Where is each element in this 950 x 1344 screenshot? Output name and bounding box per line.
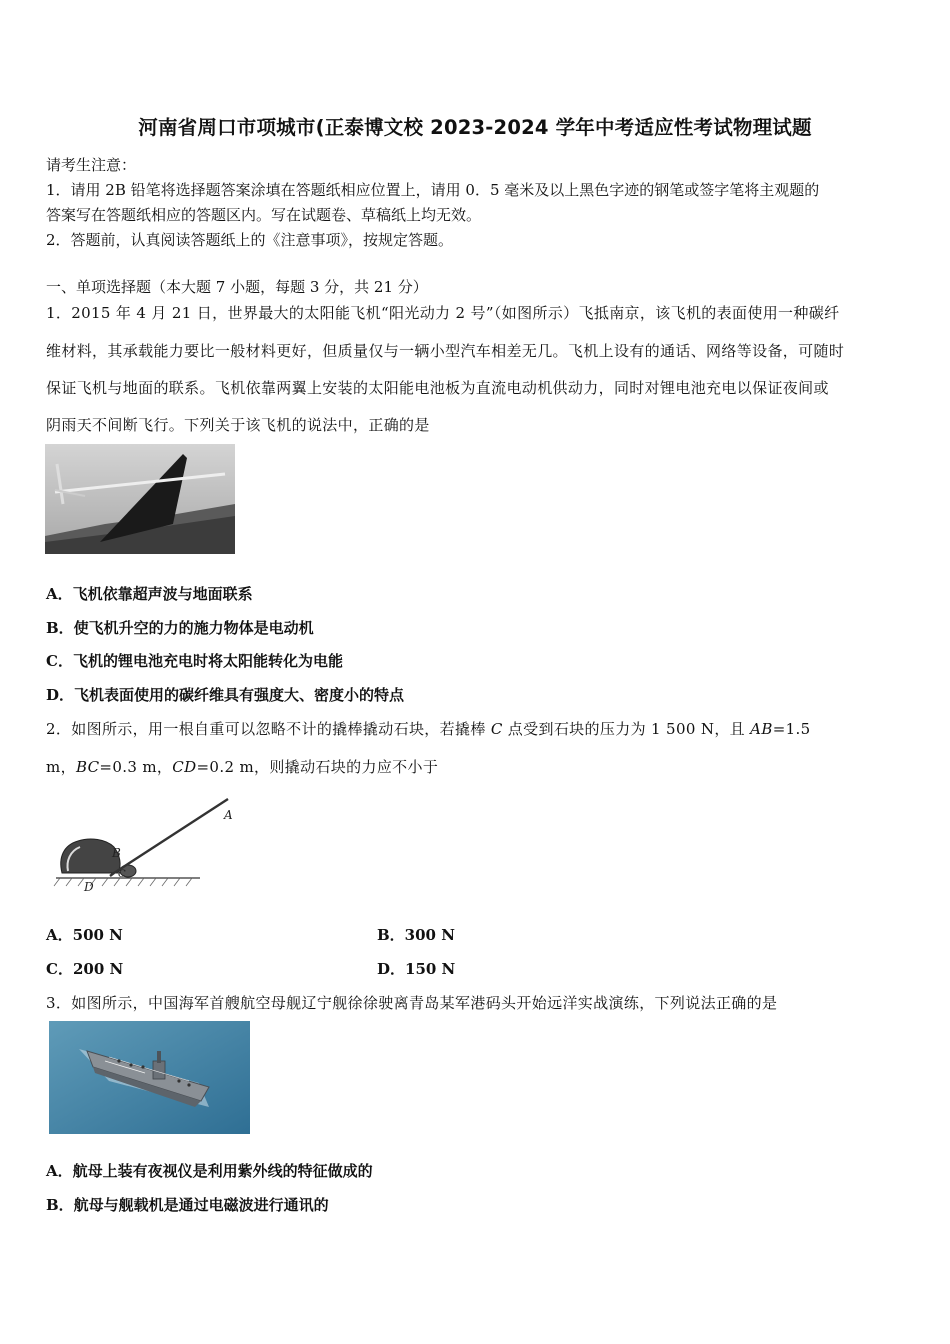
section-heading: 一、单项选择题（本大题 7 小题，每题 3 分，共 21 分） <box>46 278 428 296</box>
label-b: B <box>112 846 121 860</box>
q1-line-2: 维材料，其承载能力要比一般材料更好，但质量仅与一辆小型汽车相差无几。飞机上设有的通话、网络等设备，可随时 <box>46 342 845 360</box>
q2-line-1 <box>46 718 811 739</box>
q1-line-3: 保证飞机与地面的联系。飞机依靠两翼上安装的太阳能电池板为直流电动机供动力，同时对锂电池充电以保证夜间或 <box>46 379 829 397</box>
q1-option-c: C．飞机的锂电池充电时将太阳能转化为电能 <box>46 652 343 670</box>
q3-option-b: B．航母与舰载机是通过电磁波进行通讯的 <box>46 1196 329 1214</box>
label-c: C <box>118 869 126 880</box>
q2-text-2: 点受到石块的压力为 1 500 N，且 <box>502 720 751 738</box>
q2-text-5: =0.3 m， <box>99 758 173 776</box>
q2-seg-cd: CD <box>172 758 197 776</box>
q2-line-2 <box>46 756 438 777</box>
q2-option-a: A．500 N <box>46 926 123 944</box>
lever-diagram <box>50 795 250 895</box>
q3-line-1: 3．如图所示，中国海军首艘航空母舰辽宁舰徐徐驶离青岛某军港码头开始远洋实战演练，下列说法正确的是 <box>46 994 778 1012</box>
solar-plane-photo <box>45 444 235 554</box>
q2-text-1: 2．如图所示，用一根自重可以忽略不计的撬棒撬动石块，若撬棒 <box>46 720 491 738</box>
q2-option-d: D．150 N <box>377 960 456 978</box>
q2-text-6: =0.2 m，则撬动石块的力应不小于 <box>196 758 439 776</box>
q2-option-b: B．300 N <box>377 926 455 944</box>
label-a: A <box>224 808 233 822</box>
q2-seg-ab: AB <box>750 720 773 738</box>
q2-text-4: m， <box>46 758 76 776</box>
q1-line-1: 1．2015 年 4 月 21 日，世界最大的太阳能飞机“阳光动力 2 号”（如图所示）飞抵南京，该飞机的表面使用一种碳纤 <box>46 304 840 322</box>
q2-option-c: C．200 N <box>46 960 124 978</box>
q1-option-a: A．飞机依靠超声波与地面联系 <box>46 585 253 603</box>
q1-option-b: B．使飞机升空的力的施力物体是电动机 <box>46 619 314 637</box>
q2-seg-bc: BC <box>75 758 100 776</box>
q1-option-d: D．飞机表面使用的碳纤维具有强度大、密度小的特点 <box>46 686 405 704</box>
aircraft-carrier-photo <box>49 1021 250 1134</box>
q3-option-a: A．航母上装有夜视仪是利用紫外线的特征做成的 <box>46 1162 373 1180</box>
notice-heading: 请考生注意： <box>46 156 137 174</box>
page-title: 河南省周口市项城市(正泰博文校 2023-2024 学年中考适应性考试物理试题 <box>138 116 812 139</box>
notice-line-2: 答案写在答题纸相应的答题区内。写在试题卷、草稿纸上均无效。 <box>46 206 482 224</box>
label-d: D <box>84 880 94 894</box>
q1-line-4: 阴雨天不间断飞行。下列关于该飞机的说法中，正确的是 <box>46 416 430 434</box>
q2-point-c: C <box>490 720 503 738</box>
q2-text-3: =1.5 <box>772 720 811 738</box>
notice-line-3: 2．答题前，认真阅读答题纸上的《注意事项》，按规定答题。 <box>46 231 454 249</box>
notice-line-1: 1．请用 2B 铅笔将选择题答案涂填在答题纸相应位置上，请用 0．5 毫米及以上黑色字迹的钢笔或签字笔将主观题的 <box>46 181 820 199</box>
